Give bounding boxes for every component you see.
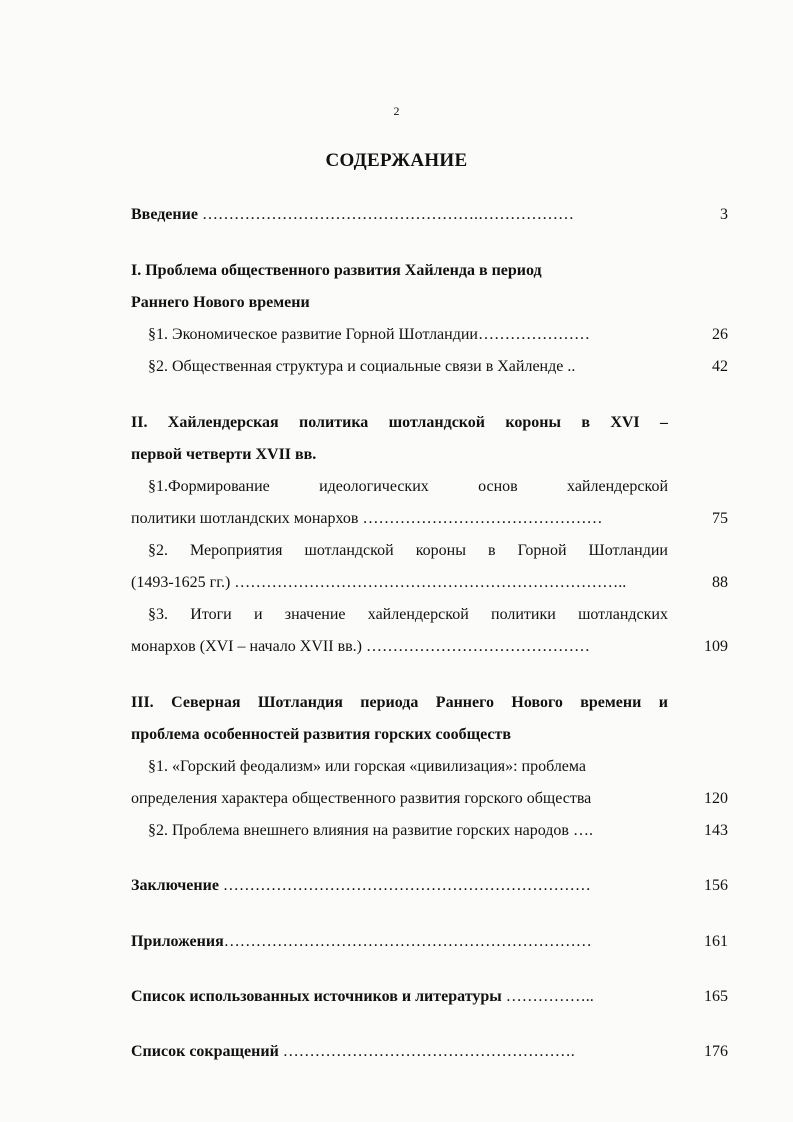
chapter-3-heading-cont: проблема особенностей развития горских сообществ: [131, 726, 512, 743]
chapter-2-heading: II. Хайлендерская политика шотландской короны в XVI –: [131, 414, 668, 431]
toc-entry-abbreviations: [131, 1041, 668, 1063]
toc-page-number: 176: [704, 1043, 728, 1060]
toc-entry-ch3-s1-cont: определения характера общественного развития горского общества: [131, 790, 592, 807]
toc-entry-intro: [131, 204, 668, 226]
toc-entry-sources: [131, 986, 668, 1008]
toc-entry-ch3-s1: §1. «Горский феодализм» или горская «цивилизация»: проблема: [148, 758, 587, 775]
toc-entry-ch2-s3-cont: монархов (XVI – начало XVII вв.) ……………………………………: [131, 638, 590, 655]
toc-page-number: 109: [704, 638, 728, 655]
page-title: СОДЕРЖАНИЕ: [325, 150, 468, 171]
toc-entry-ch3-s2: §2. Проблема внешнего влияния на развитие горских народов ….: [148, 822, 593, 839]
toc-page-number: 75: [712, 510, 728, 527]
toc-leader: ……………………………………………….: [278, 1043, 575, 1060]
toc-page-number: 165: [704, 988, 728, 1005]
toc-entry-label: Приложения: [131, 933, 224, 950]
toc-entry-ch2-s1: §1.Формирование идеологических основ хайлендерской: [148, 478, 668, 495]
toc-entry-ch1-s1: §1. Экономическое развитие Горной Шотландии…………………: [148, 326, 590, 343]
toc-entry-ch2-s3: §3. Итоги и значение хайлендерской политики шотландских: [148, 606, 668, 623]
toc-entry-ch2-s1-cont: политики шотландских монархов ………………………………………: [131, 510, 603, 527]
toc-page-number: 3: [720, 206, 728, 223]
toc-page-number: 120: [704, 790, 728, 807]
toc-page-number: 26: [712, 326, 728, 343]
chapter-1-heading-cont: Раннего Нового времени: [131, 294, 310, 311]
toc-entry-ch1-s2: §2. Общественная структура и социальные связи в Хайленде ..: [148, 358, 576, 375]
chapter-3-heading: III. Северная Шотландия периода Раннего Нового времени и: [131, 694, 668, 711]
toc-entry-appendices: [131, 931, 668, 953]
toc-entry-ch2-s2: §2. Мероприятия шотландской короны в Горной Шотландии: [148, 542, 668, 559]
toc-entry-label: Список сокращений: [131, 1043, 279, 1060]
toc-page-number: 42: [712, 358, 728, 375]
toc-entry-conclusion: [131, 875, 668, 897]
toc-page-number: 156: [704, 877, 728, 894]
toc-entry-label: Введение: [131, 206, 198, 223]
toc-page-number: 88: [712, 574, 728, 591]
toc-entry-ch2-s2-cont: (1493-1625 гг.) ………………………………………………………………..: [131, 574, 627, 591]
toc-leader: ……………………………………………………………: [218, 877, 591, 894]
toc-leader: ……………..: [501, 988, 594, 1005]
chapter-2-heading-cont: первой четверти XVII вв.: [131, 446, 317, 463]
toc-page-number: 161: [704, 933, 728, 950]
page-number: 2: [393, 104, 400, 118]
toc-leader: ……………………………………………………………: [223, 933, 592, 950]
toc-entry-label: Список использованных источников и литературы: [131, 988, 502, 1005]
toc-leader: …………………………………………….………………: [197, 206, 574, 223]
toc-entry-label: Заключение: [131, 877, 219, 894]
toc-page-number: 143: [704, 822, 728, 839]
chapter-1-heading: I. Проблема общественного развития Хайленда в период: [131, 262, 542, 279]
